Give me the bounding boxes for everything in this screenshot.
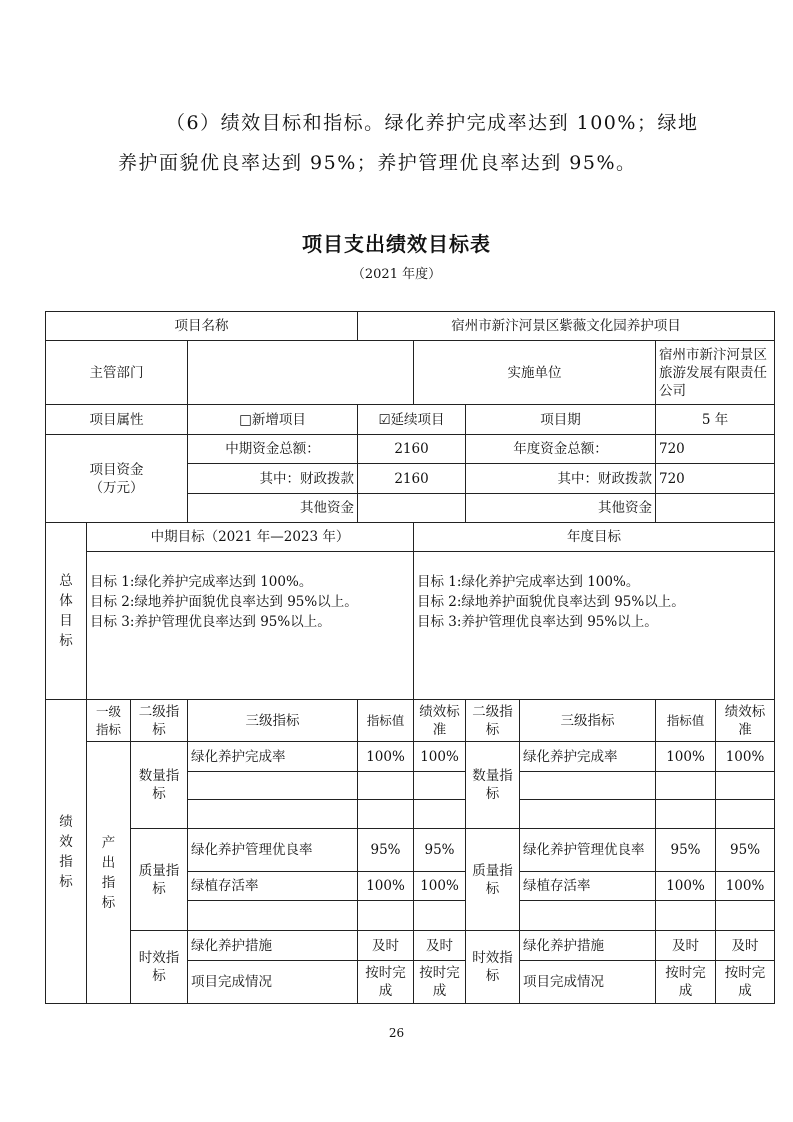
col-level2-right: 二级指标 <box>466 700 520 742</box>
attr-new: □新增项目 <box>188 405 358 435</box>
quality-label-right: 质量指标 <box>466 829 520 931</box>
empty-cell <box>656 800 716 829</box>
timeliness-std-2-left: 按时完成 <box>414 961 466 1004</box>
empty-cell <box>656 901 716 931</box>
annual-goal-1: 目标 1:绿化养护完成率达到 100%。 <box>417 574 640 590</box>
quality-std-2-left: 100% <box>414 872 466 901</box>
funds-label-line1: 项目资金 <box>89 461 144 478</box>
quality-indicator-2-left: 绿植存活率 <box>188 872 358 901</box>
period-label: 项目期 <box>466 405 656 435</box>
impl-unit: 宿州市新汴河景区旅游发展有限责任公司 <box>656 341 775 405</box>
annual-other-label: 其他资金 <box>466 494 656 523</box>
col-level3-right: 三级指标 <box>520 700 656 742</box>
empty-cell <box>414 772 466 800</box>
empty-cell <box>188 901 358 931</box>
timeliness-indicator-1-right: 绿化养护措施 <box>520 931 656 961</box>
quality-std-1-right: 95% <box>716 829 775 872</box>
quantity-label-left: 数量指标 <box>131 742 188 829</box>
quality-indicator-1-left: 绿化养护管理优良率 <box>188 829 358 872</box>
empty-cell <box>414 901 466 931</box>
perf-indicators-text: 绩效指标 <box>59 813 73 890</box>
empty-cell <box>188 772 358 800</box>
mid-goal-1: 目标 1:绿化养护完成率达到 100%。 <box>90 574 313 590</box>
quantity-value-left: 100% <box>358 742 414 772</box>
quality-indicator-1-right: 绿化养护管理优良率 <box>520 829 656 872</box>
mid-total-label: 中期资金总额： <box>188 435 358 464</box>
empty-cell <box>520 800 656 829</box>
annual-goal-2: 目标 2:绿地养护面貌优良率达到 95%以上。 <box>417 594 685 610</box>
timeliness-value-1-right: 及时 <box>656 931 716 961</box>
table-title: 项目支出绩效目标表 <box>302 232 491 256</box>
funds-label-line2: （万元） <box>89 479 144 496</box>
col-level3-left: 三级指标 <box>188 700 358 742</box>
empty-cell <box>520 901 656 931</box>
quality-value-2-left: 100% <box>358 872 414 901</box>
quality-value-1-left: 95% <box>358 829 414 872</box>
empty-cell <box>656 772 716 800</box>
quantity-value-right: 100% <box>656 742 716 772</box>
quality-std-2-right: 100% <box>716 872 775 901</box>
col-standard-right: 绩效标准 <box>716 700 775 742</box>
empty-cell <box>716 901 775 931</box>
empty-cell <box>358 901 414 931</box>
quality-value-2-right: 100% <box>656 872 716 901</box>
empty-cell <box>414 800 466 829</box>
timeliness-indicator-1-left: 绿化养护措施 <box>188 931 358 961</box>
dept-label: 主管部门 <box>46 341 188 405</box>
perf-indicators-label <box>46 700 87 1004</box>
dept-value <box>188 341 414 405</box>
empty-cell <box>358 800 414 829</box>
quality-label-left: 质量指标 <box>131 829 188 931</box>
funds-label <box>46 435 188 523</box>
period-value: 5 年 <box>656 405 775 435</box>
col-standard-left: 绩效标准 <box>414 700 466 742</box>
col-value-right: 指标值 <box>656 700 716 742</box>
empty-cell <box>358 772 414 800</box>
impl-unit-label: 实施单位 <box>414 341 656 405</box>
intro-line-1: （6）绩效目标和指标。绿化养护完成率达到 100%；绿地 <box>166 112 699 134</box>
quality-value-1-right: 95% <box>656 829 716 872</box>
mid-goals <box>87 552 414 700</box>
project-name-label: 项目名称 <box>46 312 358 341</box>
quantity-indicator-left: 绿化养护完成率 <box>188 742 358 772</box>
mid-fiscal-label: 其中：财政拨款 <box>188 464 358 494</box>
timeliness-indicator-2-right: 项目完成情况 <box>520 961 656 1004</box>
quantity-indicator-right: 绿化养护完成率 <box>520 742 656 772</box>
overall-goals-label <box>46 523 87 700</box>
mid-goal-header: 中期目标（2021 年—2023 年） <box>87 523 414 552</box>
table-year: （2021 年度） <box>351 267 442 282</box>
annual-fiscal-label: 其中：财政拨款 <box>466 464 656 494</box>
col-value-left: 指标值 <box>358 700 414 742</box>
quality-indicator-2-right: 绿植存活率 <box>520 872 656 901</box>
overall-goals-text: 总体目标 <box>59 573 73 649</box>
mid-total: 2160 <box>358 435 466 464</box>
empty-cell <box>716 772 775 800</box>
mid-fiscal: 2160 <box>358 464 466 494</box>
mid-goal-2: 目标 2:绿地养护面貌优良率达到 95%以上。 <box>90 594 358 610</box>
annual-fiscal: 720 <box>656 464 775 494</box>
timeliness-std-1-right: 及时 <box>716 931 775 961</box>
quantity-label-right: 数量指标 <box>466 742 520 829</box>
timeliness-label-right: 时效指标 <box>466 931 520 1004</box>
timeliness-std-1-left: 及时 <box>414 931 466 961</box>
performance-table <box>45 311 775 1004</box>
timeliness-std-2-right: 按时完成 <box>716 961 775 1004</box>
mid-goal-3: 目标 3:养护管理优良率达到 95%以上。 <box>90 614 331 630</box>
annual-goal-3: 目标 3:养护管理优良率达到 95%以上。 <box>417 614 658 630</box>
annual-other-value <box>656 494 775 523</box>
annual-goals <box>414 552 775 700</box>
mid-other-label: 其他资金 <box>188 494 358 523</box>
empty-cell <box>716 800 775 829</box>
attr-label: 项目属性 <box>46 405 188 435</box>
mid-other-value <box>358 494 466 523</box>
timeliness-value-2-left: 按时完成 <box>358 961 414 1004</box>
timeliness-value-1-left: 及时 <box>358 931 414 961</box>
output-indicators-label <box>87 742 131 1004</box>
empty-cell <box>188 800 358 829</box>
annual-total-label: 年度资金总额： <box>466 435 656 464</box>
page-number: 26 <box>388 1026 405 1040</box>
intro-line-2: 养护面貌优良率达到 95%；养护管理优良率达到 95%。 <box>118 152 637 174</box>
quantity-std-left: 100% <box>414 742 466 772</box>
timeliness-indicator-2-left: 项目完成情况 <box>188 961 358 1004</box>
project-name: 宿州市新汴河景区紫薇文化园养护项目 <box>358 312 775 341</box>
col-level1: 一级指标 <box>87 700 131 742</box>
annual-goal-header: 年度目标 <box>414 523 775 552</box>
empty-cell <box>520 772 656 800</box>
annual-total: 720 <box>656 435 775 464</box>
timeliness-label-left: 时效指标 <box>131 931 188 1004</box>
output-indicators-text: 产出指标 <box>101 834 116 911</box>
quality-std-1-left: 95% <box>414 829 466 872</box>
quantity-std-right: 100% <box>716 742 775 772</box>
timeliness-value-2-right: 按时完成 <box>656 961 716 1004</box>
attr-continued: ☑延续项目 <box>358 405 466 435</box>
col-level2-left: 二级指标 <box>131 700 188 742</box>
